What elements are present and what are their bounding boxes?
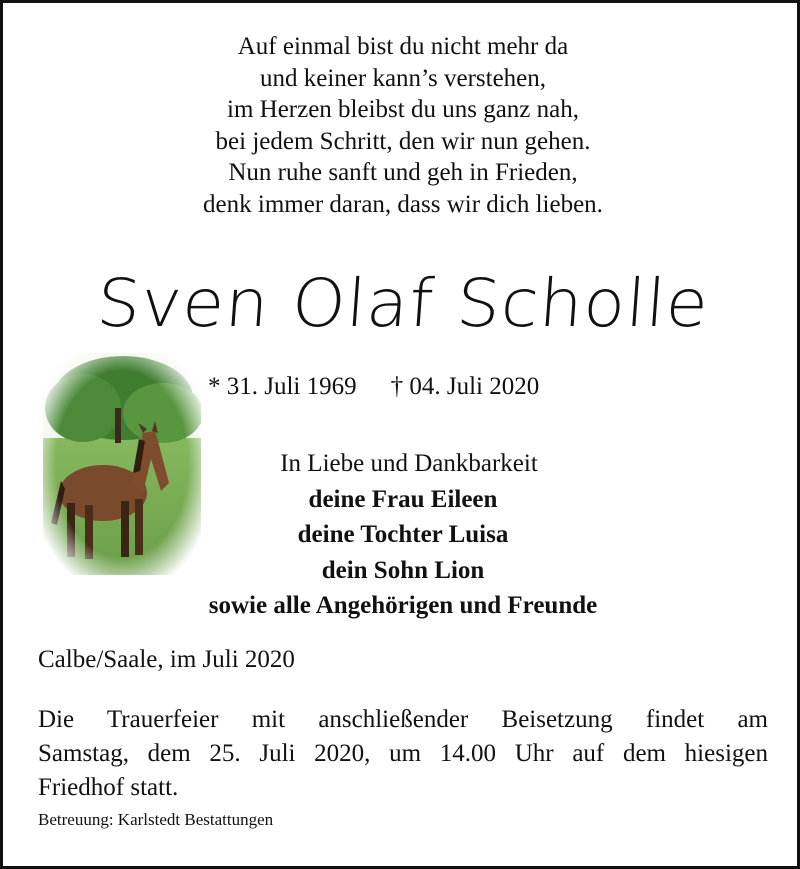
life-dates [208,373,539,401]
notice-line: Samstag, dem 25. Juli 2020, um 14.00 Uhr auf dem hiesigen [38,740,768,767]
notice-line: Friedhof statt. [38,774,179,801]
mourner-name: sowie alle Angehörigen und Freunde [208,592,598,619]
mourners-intro: In Liebe und Dankbarkeit [280,450,538,477]
poem-line: Nun ruhe sanft und geh in Frieden, [228,159,578,186]
mourners [3,446,800,624]
funeral-notice [38,703,768,805]
undertaker-credit: Betreuung: Karlstedt Bestattungen [38,810,274,829]
death-date: † 04. Juli 2020 [390,373,540,400]
poem [3,31,800,220]
birth-date: * 31. Juli 1969 [208,373,357,400]
notice-line: Die Trauerfeier mit anschließender Beisetzung findet am [38,706,768,733]
poem-line: denk immer daran, dass wir dich lieben. [203,190,603,218]
poem-line: Auf einmal bist du nicht mehr da [237,33,569,60]
mourner-name: deine Frau Eileen [308,485,498,513]
deceased-name: Sven Olaf Scholle [94,265,712,342]
poem-line: im Herzen bleibst du uns ganz nah, [227,96,579,123]
poem-line: bei jedem Schritt, den wir nun gehen. [215,127,591,155]
mourner-name: dein Sohn Lion [321,556,485,584]
mourner-name: deine Tochter Luisa [297,521,509,548]
poem-line: und keiner kann’s verstehen, [259,64,547,92]
place-date: Calbe/Saale, im Juli 2020 [38,646,295,673]
